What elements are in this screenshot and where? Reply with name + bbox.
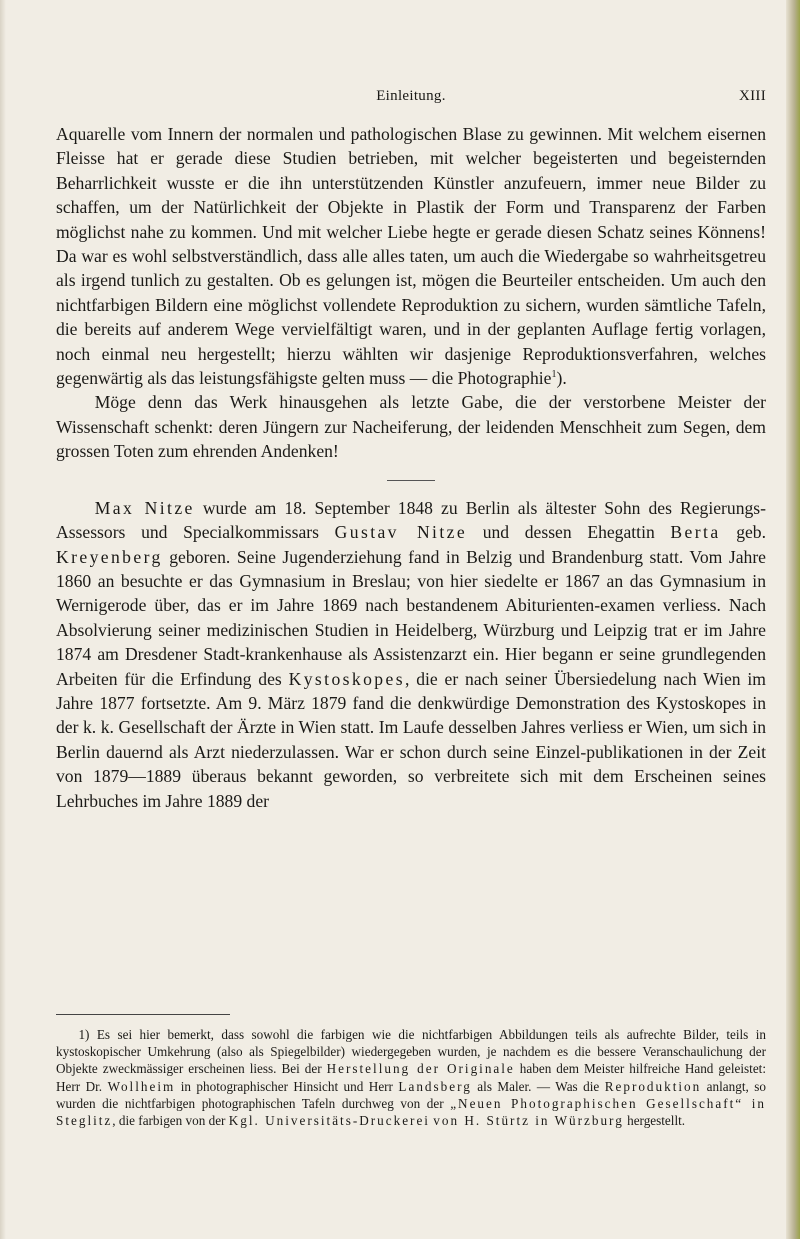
paragraph-text: geb. <box>720 522 766 543</box>
footnote <box>56 1026 766 1129</box>
paragraph-biography <box>56 496 766 813</box>
footnote-emphasis: Reproduktion <box>604 1078 702 1094</box>
person-name: Kreyenberg <box>56 546 163 567</box>
paragraph-text: wurde am 18. September 1848 zu Berlin als ältester Sohn des Regierungs-Assessors und Specialkommissars <box>56 497 767 543</box>
page-number: XIII <box>738 88 766 104</box>
person-name: Gustav Nitze <box>334 522 468 543</box>
footnote-text: als Maler. — Was die <box>471 1078 605 1094</box>
paragraph-text: , die er nach seiner Übersiedelung nach Wien im Jahre 1877 fortsetzte. Am 9. März 1879 fand die denkwürdige Demonstration des Kystoskopes in der k. k. Gesellschaft der Ärzte in Wien statt. Im Laufe desselben Jahres verliess er Wien, um sich in Berlin dauernd als Arzt niederzulassen. War er schon durch seine Einzel-publikationen in der Zeit von 1879—1889 überaus bekannt geworden, so verbreitete sich mit dem Erscheinen seines Lehrbuches im Jahre 1889 der <box>56 668 766 811</box>
footnote-text: , die farbigen von der <box>112 1113 229 1129</box>
paragraph-aquarelle <box>56 122 766 390</box>
footnote-reference: 1 <box>551 369 557 381</box>
footnote-emphasis: „Neuen Photographischen Gesellschaft“ in Steglitz <box>56 1095 766 1129</box>
footnote-text: Es sei hier bemerkt, dass sowohl die farbigen wie die nichtfarbigen Abbildungen teils als aufrechte Bilder, teils in kystoskopischer Umkehrung (also als Spiegelbilder) wiedergegeben wurden, je nachdem es die bessere Veranschaulichung der Objekte zweckmässiger erscheinen liess. Bei der <box>56 1027 766 1077</box>
paragraph-dedication: Möge denn das Werk hinausgehen als letzte Gabe, die der verstorbene Meister der Wissenschaft schenkt: deren Jüngern zur Nacheiferung, der leidenden Menschheit zum Segen, dem grossen Toten zum ehrenden Andenken! <box>56 392 766 462</box>
person-name: Berta <box>670 522 721 543</box>
paragraph-text: geboren. Seine Jugenderziehung fand in Belzig und Brandenburg statt. Vom Jahre 1860 an besuchte er das Gymnasium in Breslau; von hier siedelte er 1867 an das Gymnasium in Wernigerode über, das er im Jahre 1869 nach bestandenem Abiturienten-examen verliess. Nach Absolvierung seiner medizinischen Studien in Heidelberg, Würzburg und Leipzig trat er im Jahre 1874 am Dresdener Stadt-krankenhause als Assistenzarzt ein. Hier begann er seine grundlegenden Arbeiten für die Erfindung des <box>56 546 766 689</box>
footnote-emphasis: Kgl. Universitäts-Druckerei <box>228 1113 430 1129</box>
footnote-marker: 1) <box>78 1027 90 1042</box>
footnote-text: in photographischer Hinsicht und Herr <box>175 1078 399 1094</box>
footnote-emphasis: Herstellung der Originale <box>326 1061 515 1077</box>
book-spine-edge <box>786 0 800 1239</box>
footnote-emphasis: Wollheim <box>107 1078 176 1094</box>
footnote-rule <box>56 1014 230 1015</box>
footnote-emphasis: Landsberg <box>398 1078 472 1094</box>
footnote-text: anlangt, so wurden die nichtfarbigen photographischen Tafeln durchweg von der <box>56 1078 766 1111</box>
footnote-text: hergestellt. <box>623 1113 686 1129</box>
paragraph-text-end: ). <box>556 368 567 389</box>
term-kystoskop: Kystoskopes <box>288 668 405 689</box>
footnotes <box>56 1026 766 1129</box>
section-separator <box>387 480 435 481</box>
page-header <box>56 88 766 108</box>
person-name: Max Nitze <box>94 497 195 518</box>
footnote-text: haben dem Meister hilfreiche Hand geleistet: Herr Dr. <box>56 1061 766 1094</box>
paragraph-text: Aquarelle vom Innern der normalen und pathologischen Blase zu gewinnen. Mit welchem eisernen Fleisse hat er gerade diese Studien betrieben, mit welcher begeisterten und begeisternden Beharrlichkeit wusste er die ihn unterstützenden Künstler anzufeuern, immer neue Bilder zu schaffen, um der Natürlichkeit der Objekte in Plastik der Form und Transparenz der Farben möglichst nahe zu kommen. Und mit welcher Liebe hegte er gerade diesen Schatz seines Könnens! Da war es wohl selbstverständlich, dass alle alles taten, um auch die Wiedergabe so wahrheitsgetreu als irgend tunlich zu gestalten. Ob es gelungen ist, mögen die Beurteiler entscheiden. Um auch den nichtfarbigen Bildern eine möglichst vollendete Reproduktion zu sichern, wurden sämtliche Tafeln, die bereits auf anderem Wege vervielfältigt waren, und in der geplanten Auflage fertig vorlagen, noch einmal neu hergestellt; hierzu wählten wir dasjenige Reproduktionsverfahren, welches gegenwärtig als das leistungsfähigste gelten muss — die Photographie <box>56 124 766 389</box>
page-edge <box>0 0 6 1239</box>
paragraph-text: und dessen Ehegattin <box>467 522 671 543</box>
body-text <box>56 122 766 813</box>
footnote-emphasis: von H. Stürtz in Würzburg <box>433 1113 624 1129</box>
running-head: Einleitung. <box>376 88 446 104</box>
